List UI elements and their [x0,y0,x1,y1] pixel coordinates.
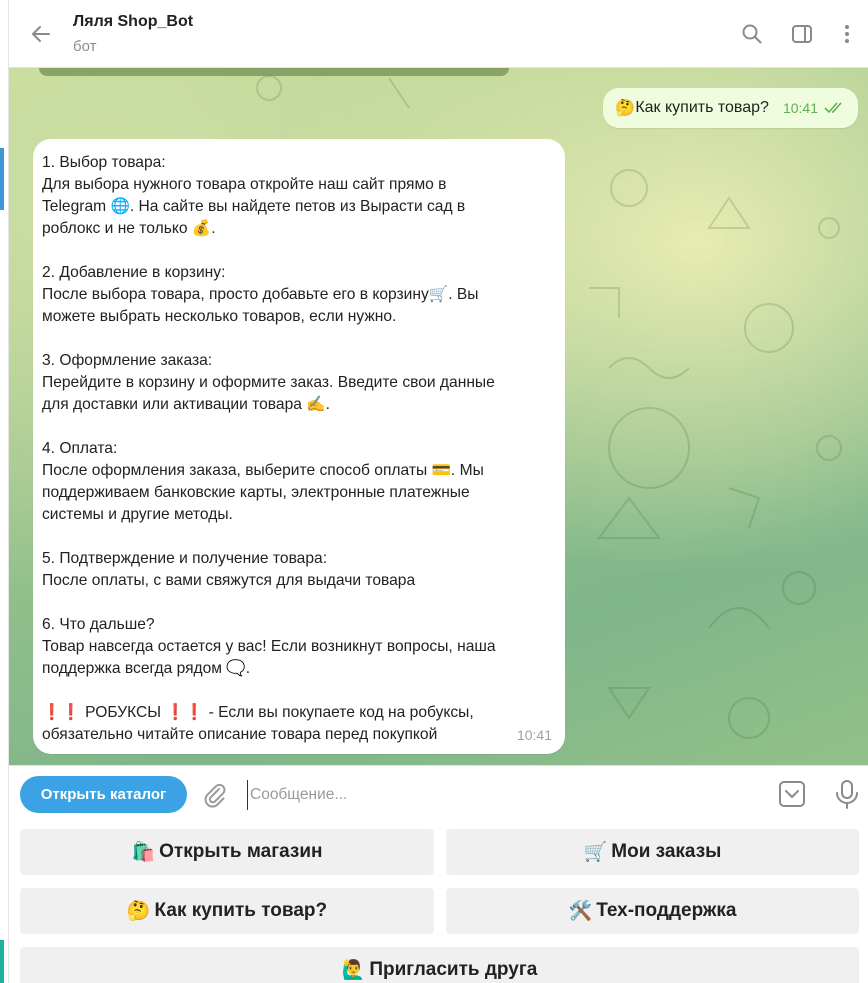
message-step-heading: 1. Выбор товара: [42,154,166,171]
message-line: для доставки или активации товара ✍️. [42,396,331,413]
incoming-message-time: 10:41 [516,727,552,743]
person-raising-hand-icon: 🙋‍♂️ [341,960,366,981]
outgoing-message-time: 10:41 [782,100,818,116]
thinking-emoji-icon: 🤔 [615,100,636,117]
bot-keyboard-toggle-icon[interactable] [777,779,807,809]
window-edge [860,823,868,983]
tools-icon: 🛠️ [568,901,593,922]
previous-message-edge [39,68,509,76]
attach-icon[interactable] [201,781,229,809]
double-check-icon [824,102,846,114]
side-panel-accent-bottom [0,940,4,983]
chat-subtitle: бот [73,38,97,55]
message-line: Для выбора нужного товара откройте наш сайт прямо в [42,176,447,193]
open-catalog-button[interactable]: Открыть каталог [20,776,187,813]
tech-support-button[interactable] [446,888,859,934]
how-to-buy-button[interactable] [20,888,434,934]
message-line: поддержка всегда рядом 🗨️. [42,660,251,677]
message-line: Перейдите в корзину и оформите заказ. Введите свои данные [42,374,495,391]
invite-friend-button[interactable] [20,947,859,983]
chat-title[interactable]: Ляля Shop_Bot [73,13,194,30]
message-line: системы и другие методы. [42,506,233,523]
shopping-bags-icon: 🛍️ [131,842,156,863]
open-shop-button[interactable] [20,829,434,875]
message-step-heading: 2. Добавление в корзину: [42,264,226,281]
side-panel-accent [0,148,4,210]
my-orders-label: Мои заказы [611,841,722,862]
shopping-cart-icon: 🛒 [583,842,608,863]
invite-friend-label: Пригласить друга [369,959,538,980]
message-line: роблокс и не только 💰. [42,220,216,237]
message-step-heading: 4. Оплата: [42,440,118,457]
tech-support-label: Тех-поддержка [596,900,737,921]
message-step-heading: ❗❗ РОБУКСЫ ❗❗ - Если вы покупаете код на робуксы, [42,704,474,721]
message-step-heading: 3. Оформление заказа: [42,352,213,369]
message-input[interactable] [247,780,767,810]
message-line: После оплаты, с вами свяжутся для выдачи товара [42,572,416,589]
message-input-bar [9,765,868,823]
paragraph-gap [42,416,549,438]
paragraph-gap [42,592,549,614]
incoming-message[interactable] [33,139,565,754]
message-step-heading: 5. Подтверждение и получение товара: [42,550,328,567]
message-line: После оформления заказа, выберите способ оплаты 💳. Мы [42,462,484,479]
more-options-icon[interactable] [833,20,861,48]
paragraph-gap [42,240,549,262]
microphone-icon[interactable] [832,778,862,810]
paragraph-gap [42,680,549,702]
message-line: Telegram 🌐. На сайте вы найдете петов из Вырасти сад в [42,198,466,215]
chat-header [9,0,868,68]
open-shop-label: Открыть магазин [159,841,323,862]
outgoing-message[interactable] [603,88,858,128]
message-line: поддерживаем банковские карты, электронные платежные [42,484,470,501]
message-line: После выбора товара, просто добавьте его в корзину🛒. Вы [42,286,479,303]
bot-reply-keyboard [9,823,868,983]
my-orders-button[interactable] [446,829,859,875]
sidebar-toggle-icon[interactable] [788,20,816,48]
how-to-buy-label: Как купить товар? [154,900,328,921]
message-line: Товар навсегда остается у вас! Если возникнут вопросы, наша [42,638,496,655]
paragraph-gap [42,526,549,548]
message-step-heading: 6. Что дальше? [42,616,155,633]
message-line: можете выбрать несколько товаров, если нужно. [42,308,397,325]
back-arrow-icon[interactable] [27,20,55,48]
thinking-face-icon: 🤔 [126,901,151,922]
message-line: обязательно читайте описание товара перед покупкой [42,726,438,743]
search-icon[interactable] [738,20,766,48]
chat-area[interactable] [9,68,868,765]
paragraph-gap [42,328,549,350]
outgoing-message-text: Как купить товар? [635,99,769,116]
